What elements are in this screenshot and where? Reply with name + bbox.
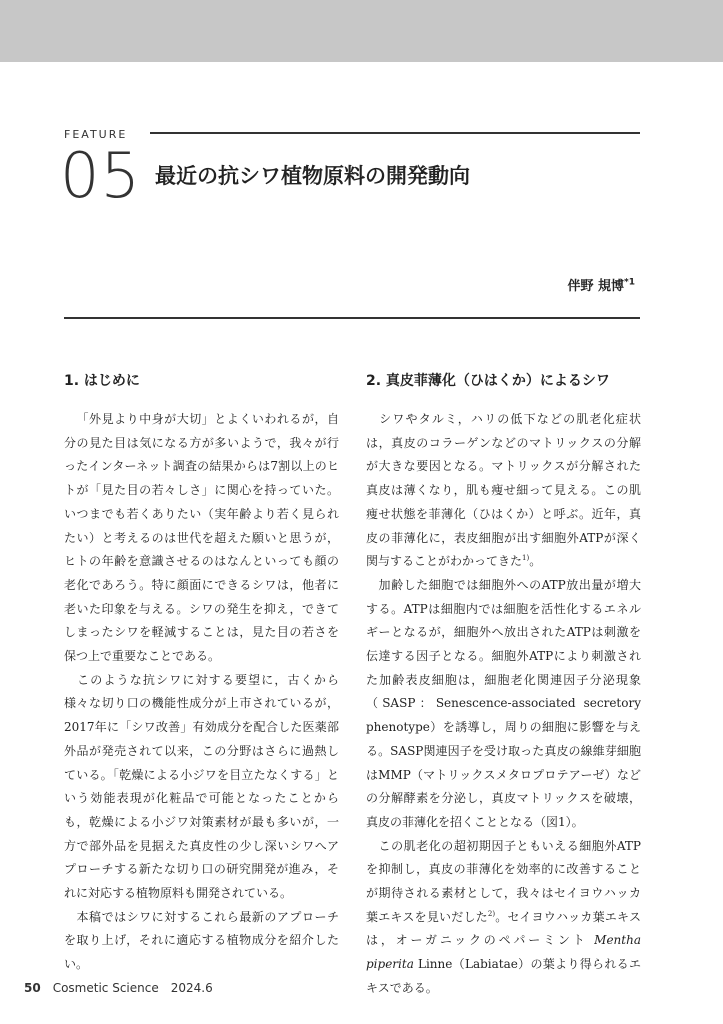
- journal-name: Cosmetic Science 2024.6: [52, 981, 213, 995]
- section-2-paragraph-2: 加齢した細胞では細胞外へのATP放出量が増大する。ATPは細胞内では細胞を活性化するエネルギーとなるが，細胞外へ放出されたATPは刺激を伝達する因子となる。細胞外ATPにより刺激された加齢表皮細胞は，細胞老化関連因子分泌現象（SASP：Senescence-associated secretory phenotype）を誘導し，周りの細胞に影響を与える。SASP関連因子を受け取った真皮の線維芽細胞はMMP（マトリックスメタロプロテアーゼ）などの分解酵素を分泌し，真皮マトリックスを破壊，真皮の菲薄化を招くこととなる（図1）。: [366, 577, 641, 829]
- title-separator-rule: [64, 317, 640, 319]
- author: [568, 275, 636, 294]
- section-1-heading: 1. はじめに: [64, 373, 140, 389]
- section-2-heading: 2. 真皮菲薄化（ひはくか）によるシワ: [366, 373, 610, 389]
- top-band: [0, 0, 723, 62]
- header-rule: [150, 132, 640, 134]
- left-column: [64, 370, 339, 977]
- right-column: [366, 370, 641, 1001]
- citation-1: 1): [522, 554, 530, 563]
- section-1-paragraph-1: 「外見より中身が大切」とよくいわれるが，自分の見た目は気になる方が多いようで，我々が行ったインターネット調査の結果からは7割以上のヒトが「見た目の若々しさ」に関心を持っていた。いつまでも若くありたい（実年齢より若く見られたい）と考えるのは世代を超えた願いと思うが，ヒトの年齢を意識させるのはなんといっても顔の老化であろう。特に顔面にできるシワは，他者に老いた印象を与える。シワの発生を抑え，できてしまったシワを軽減することは，見た目の若さを保つ上で重要なことである。: [64, 412, 339, 664]
- page-number: 50: [24, 981, 41, 995]
- article-title: 最近の抗シワ植物原料の開発動向: [155, 164, 470, 188]
- section-1-paragraph-3: 本稿ではシワに対するこれら最新のアプローチを取り上げ，それに適応する植物成分を紹介したい。: [64, 909, 339, 972]
- citation-2: 2): [487, 909, 496, 918]
- section-2-paragraph-3: この肌老化の超初期因子ともいえる細胞外ATPを抑制し，真皮の菲薄化を効率的に改善することが期待される素材として，我々はセイヨウハッカ葉エキスを見いだした$^{2)}$。セイヨウハッカ葉エキスは，オーガニックのペパーミント Mentha piperita Linne（Labiatae）の葉より得られるエキスである。: [366, 838, 641, 995]
- section-1-paragraph-2: このような抗シワに対する要望に，古くから様々な切り口の機能性成分が上市されているが，2017年に「シワ改善」有効成分を配合した医薬部外品が発売されて以来，この分野はさらに過熱している。「乾燥による小ジワを目立たなくする」という効能表現が化粧品で可能となったことからも，乾燥による小ジワ対策素材が最も多いが，一方で部外品を見据えた真皮性の少し深いシワへアプローチする新たな切り口の研究開発が進み，それに対応する植物原料も開発されている。: [64, 672, 339, 901]
- page-footer: [24, 979, 213, 996]
- feature-kicker: FEATURE: [64, 128, 128, 141]
- section-2-paragraph-1: シワやタルミ，ハリの低下などの肌老化症状は，真皮のコラーゲンなどのマトリックスの分解が大きな要因となる。マトリックスが分解された真皮は薄くなり，肌も痩せ細って見える。この肌痩せ状態を菲薄化（ひはくか）と呼ぶ。近年，真皮の菲薄化に，表皮細胞が出す細胞外ATPが深く関与することがわかってきた$^{1)}$。: [366, 412, 641, 569]
- author-mark: *1: [624, 277, 635, 288]
- author-name: 伴野 規博: [567, 279, 625, 294]
- species-name: Mentha piperita: [366, 933, 641, 972]
- feature-number: 05: [60, 139, 141, 212]
